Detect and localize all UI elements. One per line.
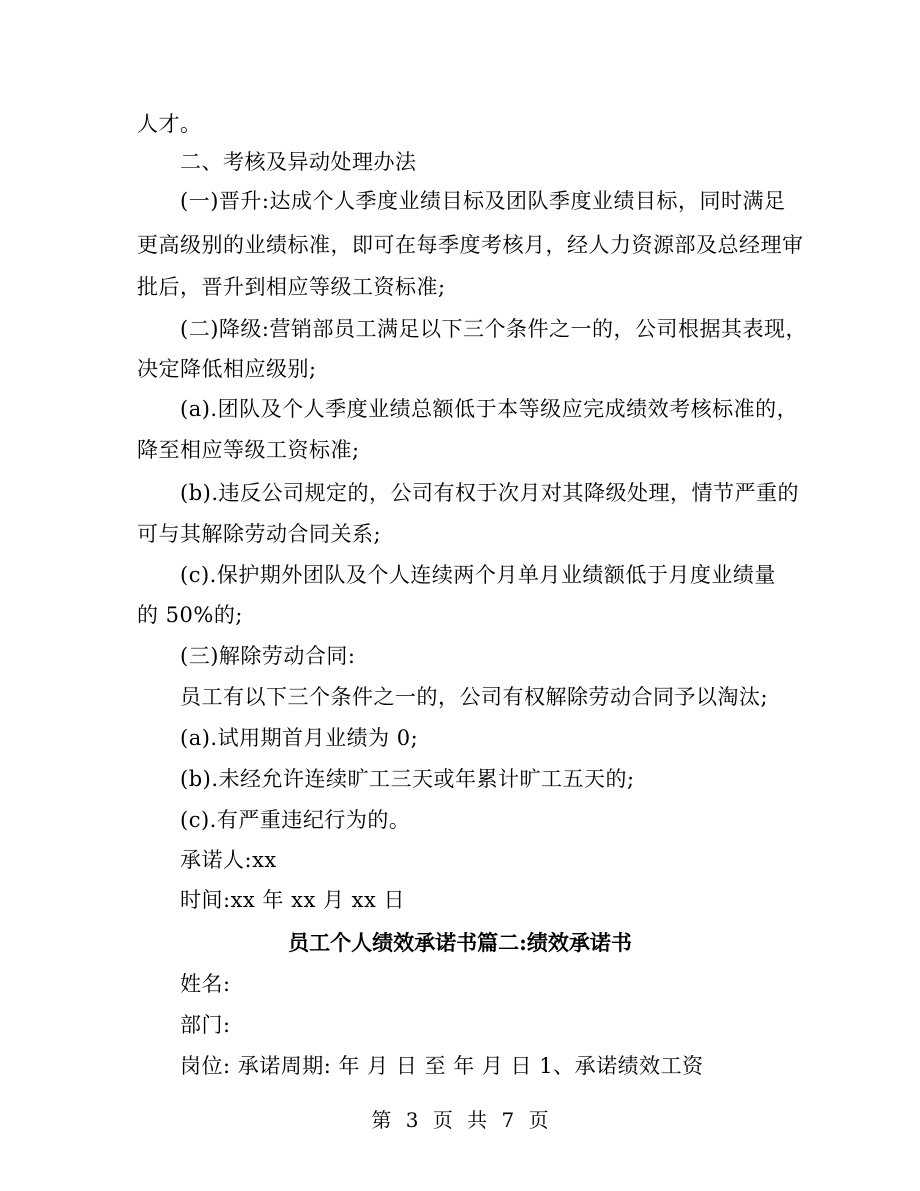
- text-line: (c).有严重违纪行为的。: [180, 808, 411, 832]
- text-line: 的 50%的;: [137, 603, 243, 627]
- section-heading: 二、考核及异动处理办法: [180, 150, 417, 174]
- date-line: 时间:xx 年 xx 月 xx 日: [180, 888, 406, 912]
- text-line: 批后，晋升到相应等级工资标准;: [137, 275, 446, 299]
- signer-line: 承诺人:xx: [180, 848, 277, 872]
- text-line: 可与其解除劳动合同关系;: [137, 522, 382, 546]
- text-line: 员工有以下三个条件之一的，公司有权解除劳动合同予以淘汰;: [180, 685, 769, 709]
- text-line: (二)降级:营销部员工满足以下三个条件之一的，公司根据其表现，: [180, 317, 807, 341]
- text-line: (a).团队及个人季度业绩总额低于本等级应完成绩效考核标准的，: [180, 397, 799, 421]
- name-field-label: 姓名:: [180, 972, 231, 996]
- text-line: 人才。: [137, 112, 202, 136]
- document-title: 员工个人绩效承诺书篇二:绩效承诺书: [288, 930, 632, 955]
- department-field-label: 部门:: [180, 1013, 231, 1037]
- text-line: (一)晋升:达成个人季度业绩目标及团队季度业绩目标，同时满足: [180, 189, 786, 213]
- text-line: 更高级别的业绩标准，即可在每季度考核月，经人力资源部及总经理审: [137, 233, 804, 257]
- text-line: (b).未经允许连续旷工三天或年累计旷工五天的;: [180, 767, 635, 791]
- text-line: 决定降低相应级别;: [137, 357, 317, 381]
- text-line: (b).违反公司规定的，公司有权于次月对其降级处理，情节严重的: [180, 481, 800, 505]
- text-line: 降至相应等级工资标准;: [137, 438, 360, 462]
- text-line: (三)解除劳动合同:: [180, 644, 356, 668]
- page-number-footer: 第 3 页 共 7 页: [371, 1108, 549, 1132]
- text-line: (a).试用期首月业绩为 0;: [180, 726, 419, 750]
- position-period-line: 岗位: 承诺周期: 年 月 日 至 年 月 日 1、承诺绩效工资: [180, 1054, 704, 1078]
- text-line: (c).保护期外团队及个人连续两个月单月业绩额低于月度业绩量: [180, 563, 776, 587]
